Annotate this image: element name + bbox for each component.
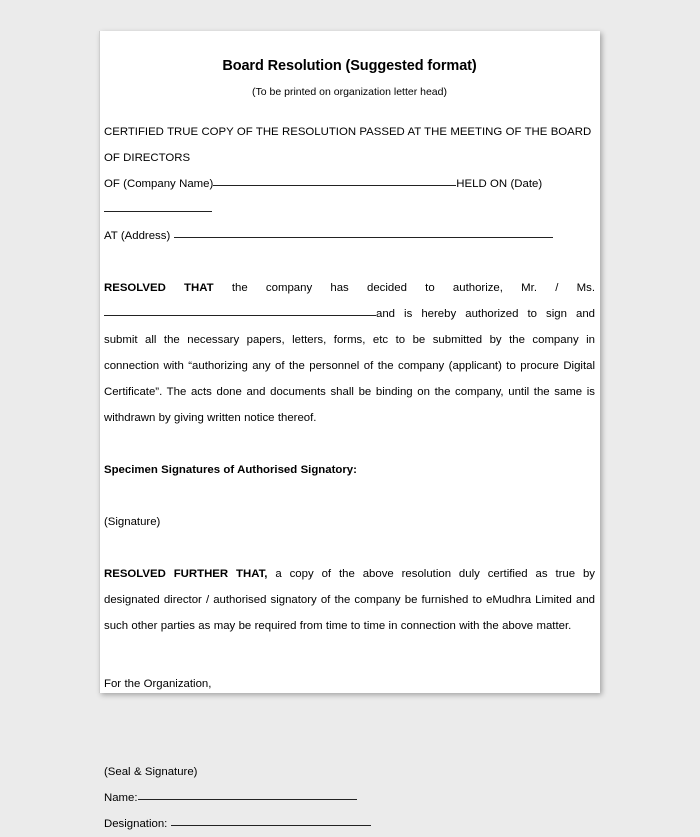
authorized-person-blank-2[interactable]: [284, 304, 376, 316]
held-on-date-blank[interactable]: [104, 200, 212, 212]
specimen-signatures-heading: [104, 457, 595, 483]
company-name-and-date-line: [104, 171, 595, 223]
name-field-line: [104, 785, 595, 811]
certified-text: CERTIFIED TRUE COPY OF THE RESOLUTION PASSED AT THE MEETING OF THE BOARD OF DIRECTORS: [104, 126, 592, 164]
held-on-date-label: HELD ON (Date): [456, 178, 543, 190]
resolved-that-text-part2: and is hereby authorized to sign and submit all the necessary papers, letters, forms, etc to be submitted by the company in connection with “authorizing any of the personnel of the company (applicant) to procure Digital Certificate”. The acts done and documents shall be binding on the company, until the same is withdrawn by giving written notice thereof.: [104, 308, 595, 424]
seal-and-signature-text: (Seal & Signature): [104, 766, 198, 778]
resolved-that-paragraph: [104, 275, 595, 431]
document-page: [99, 31, 600, 830]
for-the-organization-text: For the Organization,: [104, 678, 212, 690]
certified-true-copy-line: [104, 119, 595, 171]
signature-placeholder-label: [104, 509, 595, 535]
company-name-label: OF (Company Name): [104, 178, 214, 190]
for-the-organization-line: [104, 671, 595, 697]
specimen-signatures-text: Specimen Signatures of Authorised Signatory:: [104, 464, 357, 476]
address-label: AT (Address): [104, 230, 171, 242]
resolved-that-keyword: RESOLVED THAT: [104, 282, 214, 294]
name-label: Name:: [104, 792, 138, 804]
document-body: [104, 31, 595, 837]
seal-and-signature-label: [104, 759, 595, 785]
designation-label: Designation:: [104, 818, 171, 830]
name-blank[interactable]: [138, 788, 357, 800]
designation-blank[interactable]: [171, 814, 371, 826]
address-line: [104, 223, 595, 249]
signature-label-text: (Signature): [104, 516, 161, 528]
page-subtitle: (To be printed on organization letter head): [252, 86, 447, 98]
address-blank[interactable]: [174, 226, 553, 238]
resolved-further-keyword: RESOLVED FURTHER THAT,: [104, 568, 268, 580]
designation-field-line: [104, 811, 595, 837]
company-name-blank[interactable]: [213, 174, 456, 186]
resolved-that-text-part1: the company has decided to authorize, Mr. / Ms.: [213, 282, 595, 294]
resolved-further-text: a copy of the above resolution duly certified as true by designated director / authorised signatory of the company be furnished to eMudhra Limited and such other parties as may be required from time to time in connection with the above matter.: [104, 568, 595, 632]
resolved-further-paragraph: [104, 561, 595, 639]
authorized-person-blank-1[interactable]: [104, 304, 284, 316]
page-title: Board Resolution (Suggested format): [222, 58, 477, 74]
